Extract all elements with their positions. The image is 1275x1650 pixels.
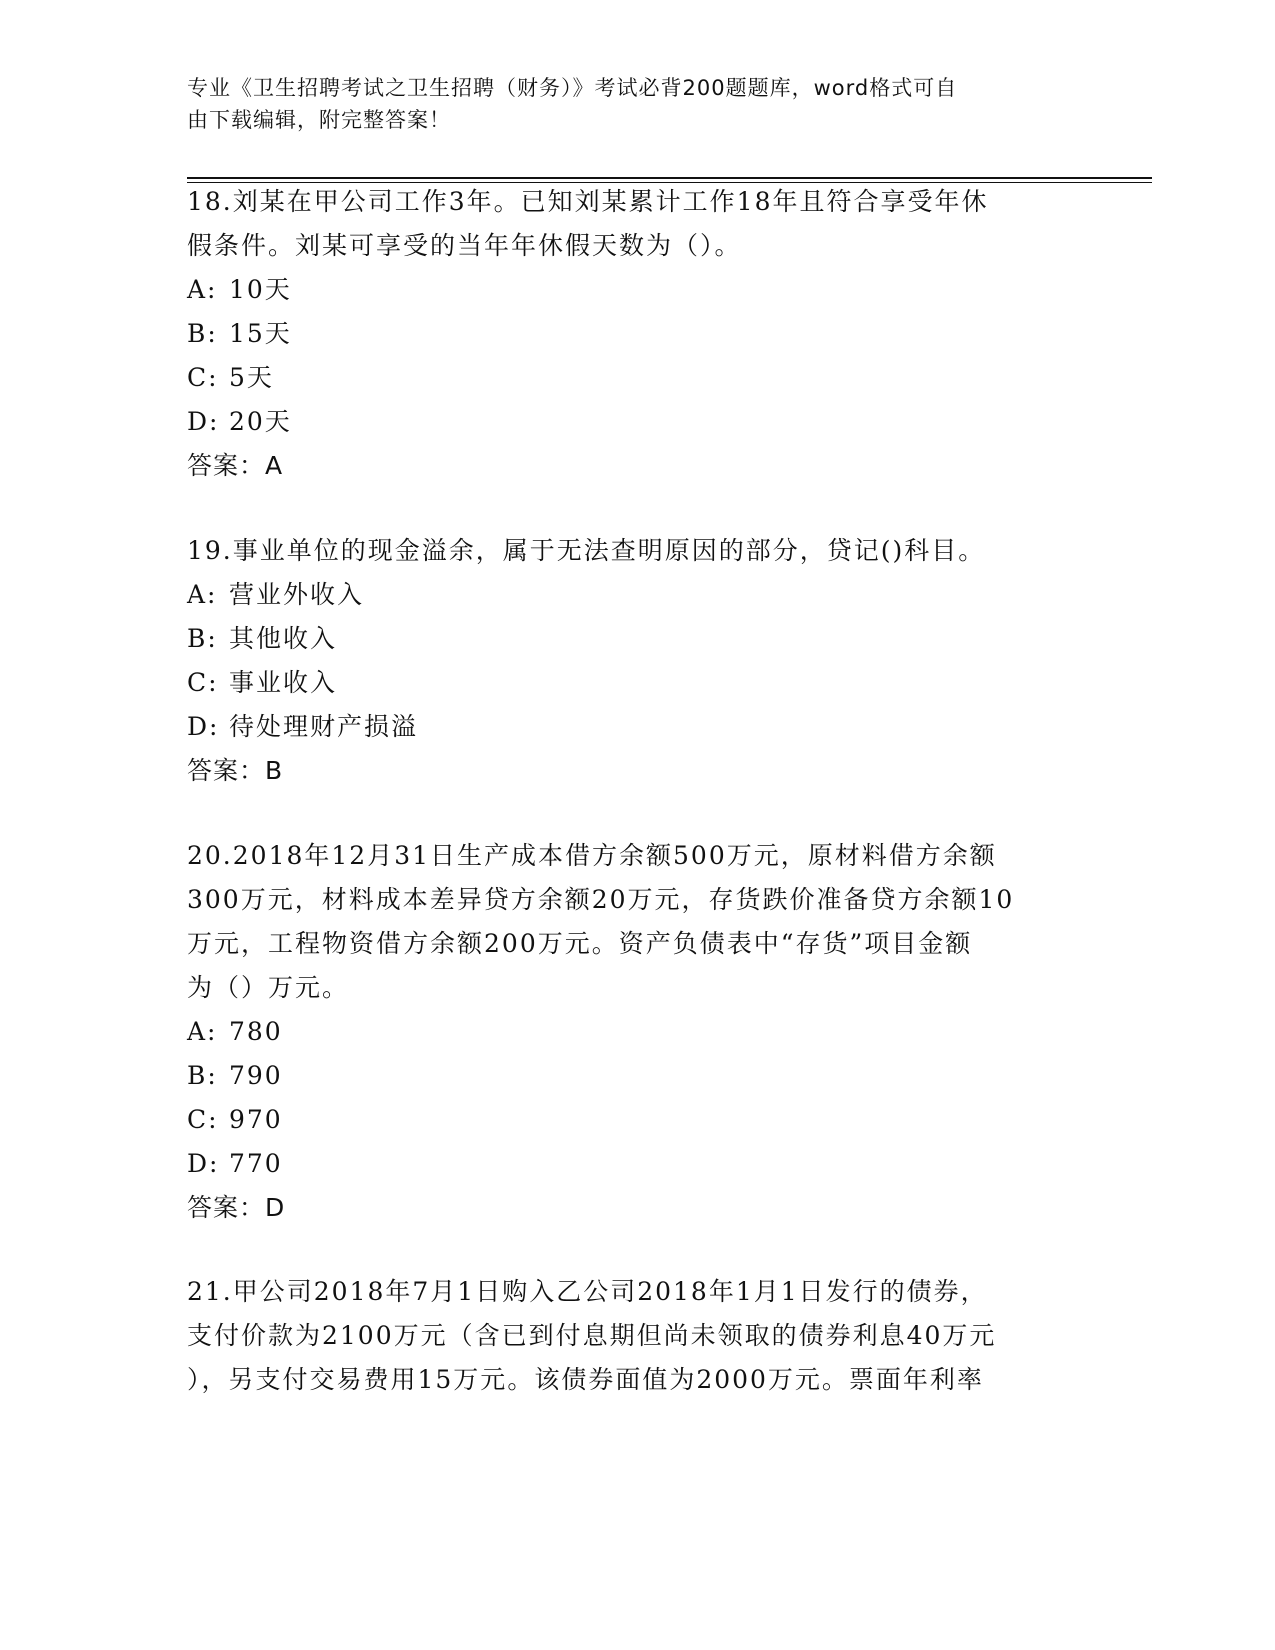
answer-value: B bbox=[265, 756, 284, 785]
answer-line bbox=[187, 444, 1077, 488]
answer-prefix: 答案： bbox=[187, 1193, 266, 1222]
question-stem-line: 20.2018年12月31日生产成本借方余额500万元，原材料借方余额 bbox=[187, 841, 997, 870]
question-stem-line: 万元，工程物资借方余额200万元。资产负债表中“存货”项目金额 bbox=[187, 929, 973, 958]
document-header bbox=[187, 72, 1067, 136]
question-19 bbox=[187, 529, 1077, 793]
answer-line bbox=[187, 749, 1077, 793]
question-stem-line: 21.甲公司2018年7月1日购入乙公司2018年1月1日发行的债券， bbox=[187, 1277, 988, 1306]
option-d: D: 待处理财产损溢 bbox=[187, 712, 419, 741]
answer-line bbox=[187, 1186, 1077, 1230]
option-b: B: 其他收入 bbox=[187, 624, 338, 653]
option-d: D: 770 bbox=[187, 1149, 283, 1178]
question-stem-line: ），另支付交易费用15万元。该债券面值为2000万元。票面年利率 bbox=[187, 1365, 984, 1394]
question-21 bbox=[187, 1270, 1077, 1402]
question-stem-line: 为（）万元。 bbox=[187, 973, 350, 1002]
answer-value: A bbox=[265, 451, 284, 480]
option-c: C: 970 bbox=[187, 1105, 283, 1134]
question-stem-line: 19.事业单位的现金溢余，属于无法查明原因的部分，贷记()科目。 bbox=[187, 536, 986, 565]
question-20 bbox=[187, 834, 1077, 1230]
header-rule-thick bbox=[187, 177, 1152, 179]
answer-prefix: 答案： bbox=[187, 451, 266, 480]
option-c: C: 事业收入 bbox=[187, 668, 338, 697]
question-stem-line: 假条件。刘某可享受的当年年休假天数为（）。 bbox=[187, 231, 742, 260]
option-d: D: 20天 bbox=[187, 407, 292, 436]
answer-value: D bbox=[265, 1193, 286, 1222]
question-stem-line: 300万元，材料成本差异贷方余额20万元，存货跌价准备贷方余额10 bbox=[187, 885, 1015, 914]
option-a: A: 780 bbox=[187, 1017, 283, 1046]
question-stem-line: 支付价款为2100万元（含已到付息期但尚未领取的债券利息40万元 bbox=[187, 1321, 997, 1350]
option-b: B: 790 bbox=[187, 1061, 283, 1090]
header-line-1: 专业《卫生招聘考试之卫生招聘（财务）》考试必背200题题库，word格式可自 bbox=[187, 76, 958, 100]
question-stem-line: 18.刘某在甲公司工作3年。已知刘某累计工作18年且符合享受年休 bbox=[187, 187, 989, 216]
option-c: C: 5天 bbox=[187, 363, 274, 392]
option-a: A: 营业外收入 bbox=[187, 580, 365, 609]
answer-prefix: 答案： bbox=[187, 756, 266, 785]
header-line-2: 由下载编辑，附完整答案！ bbox=[187, 108, 451, 132]
option-b: B: 15天 bbox=[187, 319, 292, 348]
question-18 bbox=[187, 180, 1077, 488]
option-a: A: 10天 bbox=[187, 275, 292, 304]
